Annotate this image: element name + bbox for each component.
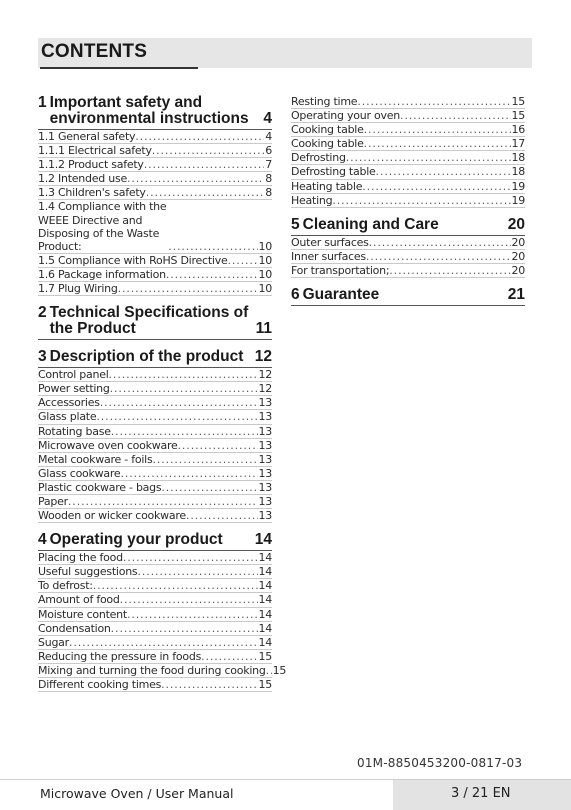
- toc-entry-label: For transportation;: [291, 263, 390, 277]
- toc-entry-page-number: 13: [258, 424, 272, 438]
- toc-entry-label: Useful suggestions: [38, 565, 138, 579]
- toc-entry-page-number: 20: [511, 235, 525, 249]
- toc-entry-page-number: 8: [265, 186, 272, 200]
- page-title: CONTENTS: [41, 41, 148, 62]
- toc-entry[interactable]: [291, 180, 525, 194]
- toc-entry-label: Reducing the pressure in foods: [38, 649, 202, 663]
- section-number: 2: [38, 304, 47, 322]
- toc-entry-page-number: 17: [511, 137, 525, 151]
- toc-entry-page-number: 14: [258, 565, 272, 579]
- dot-leader: [161, 481, 257, 494]
- toc-entry-page-number: 13: [258, 452, 272, 466]
- dot-leader: [120, 467, 257, 480]
- section-title: Guarantee: [302, 286, 380, 304]
- section-title: Operating your product: [49, 531, 223, 549]
- dot-leader: [186, 509, 258, 522]
- toc-entry[interactable]: [38, 282, 272, 296]
- toc-left-column: [38, 94, 287, 692]
- toc-entry[interactable]: [38, 565, 272, 579]
- dot-leader: [168, 240, 257, 253]
- toc-entry-page-number: 10: [258, 282, 272, 296]
- dot-leader: [332, 194, 510, 207]
- dot-leader: [100, 396, 258, 409]
- toc-entry[interactable]: [38, 593, 272, 607]
- toc-entry[interactable]: [38, 268, 272, 282]
- toc-entry-label: Sugar: [38, 635, 69, 649]
- section-page-number: 14: [254, 531, 272, 549]
- toc-entry-label: 1.1.1 Electrical safety: [38, 144, 152, 158]
- toc-entry-page-number: 19: [511, 193, 525, 207]
- toc-entry-label: 1.6 Package information: [38, 267, 166, 281]
- toc-entry[interactable]: [38, 439, 272, 453]
- toc-entry-page-number: 8: [265, 172, 272, 186]
- toc-entry-page-number: 13: [258, 466, 272, 480]
- toc-entry[interactable]: [291, 137, 525, 151]
- toc-entry-label: To defrost:: [38, 579, 93, 593]
- toc-entry-page-number: 13: [258, 494, 272, 508]
- toc-entry-label: Power setting: [38, 382, 110, 396]
- dot-leader: [118, 282, 258, 295]
- dot-leader: [161, 678, 257, 691]
- dot-leader: [366, 250, 511, 263]
- toc-entry[interactable]: [38, 144, 272, 158]
- toc-section-heading[interactable]: [38, 95, 272, 130]
- toc-entry[interactable]: [291, 236, 525, 250]
- dot-leader: [346, 151, 511, 164]
- toc-entry[interactable]: [38, 200, 272, 253]
- toc-entry[interactable]: [291, 264, 525, 278]
- toc-entry-label: Moisture content: [38, 607, 127, 621]
- toc-entry[interactable]: [38, 481, 272, 495]
- toc-entry[interactable]: [38, 396, 272, 410]
- toc-entry-page-number: 13: [258, 509, 272, 523]
- toc-entry[interactable]: [38, 663, 287, 678]
- toc-entry-page-number: 14: [258, 593, 272, 607]
- footer-manual-title: Microwave Oven / User Manual: [40, 786, 234, 801]
- dot-leader: [201, 650, 257, 663]
- dot-leader: [123, 551, 258, 564]
- toc-entry[interactable]: [38, 650, 272, 664]
- dot-leader: [137, 565, 257, 578]
- toc-entry-label: 1.4 Compliance with the WEEE Directive and Disposing of the Waste Product:: [38, 200, 167, 253]
- toc-entry[interactable]: [38, 382, 272, 396]
- toc-entry-page-number: 6: [265, 144, 272, 158]
- toc-entry-page-number: 20: [511, 263, 525, 277]
- dot-leader: [152, 453, 257, 466]
- toc-entry-label: Glass plate: [38, 410, 97, 424]
- dot-leader: [362, 180, 510, 193]
- toc-entry-label: 1.1.2 Product safety: [38, 158, 144, 172]
- toc-entry-label: Paper: [38, 494, 68, 508]
- toc-entry-label: Plastic cookware - bags: [38, 480, 162, 494]
- toc-section-heading[interactable]: [291, 217, 525, 236]
- document-reference: 01M-8850453200-0817-03: [357, 756, 523, 770]
- section-page-number: 21: [507, 286, 525, 304]
- toc-entry[interactable]: [291, 95, 525, 109]
- section-number: 5: [291, 215, 300, 233]
- toc-entry-label: Operating your oven: [291, 109, 400, 123]
- dot-leader: [96, 410, 257, 423]
- toc-entry[interactable]: [38, 622, 272, 636]
- section-page-number: 20: [507, 215, 525, 233]
- dot-leader: [227, 254, 257, 267]
- toc-section-heading[interactable]: [291, 287, 525, 306]
- toc-entry[interactable]: [38, 453, 272, 467]
- dot-leader: [69, 636, 258, 649]
- toc-entry-label: Defrosting table: [291, 165, 376, 179]
- footer-page-number: 3 / 21 EN: [451, 786, 511, 801]
- toc-entry-label: Wooden or wicker cookware: [38, 509, 186, 523]
- section-page-number: 11: [255, 320, 272, 338]
- title-underline: [40, 67, 198, 69]
- toc-entry[interactable]: [38, 509, 272, 523]
- toc-right-column: [291, 95, 525, 306]
- section-number: 6: [291, 286, 300, 304]
- toc-entry[interactable]: [291, 250, 525, 264]
- toc-entry-label: Defrosting: [291, 151, 346, 165]
- section-title: Important safety and environmental instructions: [49, 94, 249, 127]
- dot-leader: [111, 425, 258, 438]
- toc-entry-page-number: 13: [258, 396, 272, 410]
- toc-entry-page-number: 12: [258, 382, 272, 396]
- toc-entry-label: Placing the food: [38, 551, 123, 565]
- dot-leader: [364, 137, 511, 150]
- toc-entry-label: Cooking table: [291, 123, 364, 137]
- toc-entry-page-number: 13: [258, 438, 272, 452]
- toc-entry[interactable]: [38, 172, 272, 186]
- dot-leader: [364, 123, 511, 136]
- toc-entry-page-number: 18: [511, 165, 525, 179]
- toc-entry-page-number: 13: [258, 410, 272, 424]
- toc-entry-label: Condensation: [38, 621, 111, 635]
- dot-leader: [146, 186, 265, 199]
- section-title: Cleaning and Care: [302, 215, 439, 233]
- toc-entry-page-number: 14: [258, 551, 272, 565]
- toc-entry[interactable]: [38, 368, 272, 382]
- dot-leader: [357, 95, 510, 108]
- section-page-number: 12: [254, 348, 272, 366]
- toc-entry-page-number: 15: [511, 95, 525, 108]
- toc-entry-page-number: 10: [258, 253, 272, 267]
- toc-entry-page-number: 20: [511, 249, 525, 263]
- toc-entry[interactable]: [38, 678, 272, 692]
- dot-leader: [400, 109, 511, 122]
- dot-leader: [110, 382, 258, 395]
- dot-leader: [144, 158, 265, 171]
- dot-leader: [127, 608, 258, 621]
- section-number: 3: [38, 348, 47, 366]
- toc-entry-page-number: 16: [511, 123, 525, 137]
- toc-entry-page-number: 14: [258, 579, 272, 593]
- dot-leader: [389, 264, 510, 277]
- toc-entry-page-number: 10: [258, 267, 272, 281]
- toc-entry-label: 1.7 Plug Wiring: [38, 282, 118, 296]
- dot-leader: [109, 368, 258, 381]
- toc-entry-page-number: 13: [258, 480, 272, 494]
- toc-entry-page-number: 14: [258, 621, 272, 635]
- toc-entry[interactable]: [38, 467, 272, 481]
- toc-entry-label: Metal cookware - foils: [38, 452, 153, 466]
- toc-entry-page-number: 4: [265, 130, 272, 143]
- toc-entry-label: Amount of food: [38, 593, 120, 607]
- toc-entry-label: Rotating base: [38, 424, 111, 438]
- toc-entry-page-number: 14: [258, 635, 272, 649]
- toc-entry-page-number: 15: [258, 649, 272, 663]
- section-title: Description of the product: [49, 348, 244, 366]
- toc-entry[interactable]: [38, 425, 272, 439]
- dot-leader: [120, 593, 258, 606]
- section-page-number: 4: [263, 110, 272, 127]
- toc-entry-page-number: 7: [265, 158, 272, 172]
- toc-entry-label: Microwave oven cookware: [38, 438, 178, 452]
- toc-entry-label: Heating: [291, 193, 333, 207]
- toc-entry-page-number: 15: [272, 663, 287, 677]
- toc-entry-page-number: 12: [258, 368, 272, 382]
- toc-entry[interactable]: [38, 254, 272, 268]
- toc-entry-label: 1.1 General safety: [38, 130, 136, 143]
- toc-entry[interactable]: [38, 410, 272, 424]
- toc-section-heading[interactable]: [38, 305, 272, 340]
- toc-entry-page-number: 15: [258, 678, 272, 691]
- toc-entry-label: Different cooking times: [38, 678, 162, 691]
- toc-entry-label: Heating table: [291, 179, 363, 193]
- toc-section-heading[interactable]: [38, 349, 272, 368]
- toc-entry[interactable]: [291, 123, 525, 137]
- toc-entry-page-number: 10: [258, 239, 272, 253]
- toc-entry-label: Accessories: [38, 396, 100, 410]
- section-title: Technical Specifications of the Product: [49, 304, 249, 338]
- section-number: 1: [38, 94, 47, 111]
- dot-leader: [369, 236, 511, 249]
- toc-entry[interactable]: [291, 194, 525, 208]
- toc-entry[interactable]: [291, 109, 525, 123]
- toc-entry-label: 1.5 Compliance with RoHS Directive: [38, 253, 228, 267]
- toc-entry-page-number: 14: [258, 607, 272, 621]
- toc-entry-label: 1.2 Intended use: [38, 172, 127, 186]
- toc-entry-label: Mixing and turning the food during cooking: [38, 663, 266, 677]
- toc-entry-page-number: 15: [511, 109, 525, 123]
- dot-leader: [93, 579, 258, 592]
- dot-leader: [376, 165, 511, 178]
- toc-entry[interactable]: [38, 636, 272, 650]
- dot-leader: [152, 144, 265, 157]
- dot-leader: [178, 439, 258, 452]
- toc-entry-page-number: 18: [511, 151, 525, 165]
- toc-entry-label: Control panel: [38, 368, 109, 382]
- toc-entry-label: 1.3 Children's safety: [38, 186, 146, 200]
- toc-entry-label: Glass cookware: [38, 466, 121, 480]
- dot-leader: [68, 495, 258, 508]
- toc-entry[interactable]: [38, 186, 272, 200]
- toc-entry[interactable]: [38, 130, 272, 144]
- toc-section-heading[interactable]: [38, 532, 272, 551]
- toc-entry[interactable]: [38, 608, 272, 622]
- toc-entry-label: Outer surfaces: [291, 235, 369, 249]
- toc-entry[interactable]: [38, 158, 272, 172]
- toc-entry-label: Cooking table: [291, 137, 364, 151]
- dot-leader: [111, 622, 258, 635]
- toc-entry[interactable]: [38, 551, 272, 565]
- toc-entry[interactable]: [291, 151, 525, 165]
- section-number: 4: [38, 531, 47, 549]
- toc-entry[interactable]: [291, 165, 525, 179]
- toc-entry[interactable]: [38, 579, 272, 593]
- dot-leader: [166, 268, 258, 281]
- toc-entry-label: Inner surfaces: [291, 249, 366, 263]
- dot-leader: [135, 130, 264, 143]
- toc-entry-label: Resting time: [291, 95, 358, 108]
- dot-leader: [127, 172, 264, 185]
- toc-entry[interactable]: [38, 495, 272, 509]
- toc-entry-page-number: 19: [511, 179, 525, 193]
